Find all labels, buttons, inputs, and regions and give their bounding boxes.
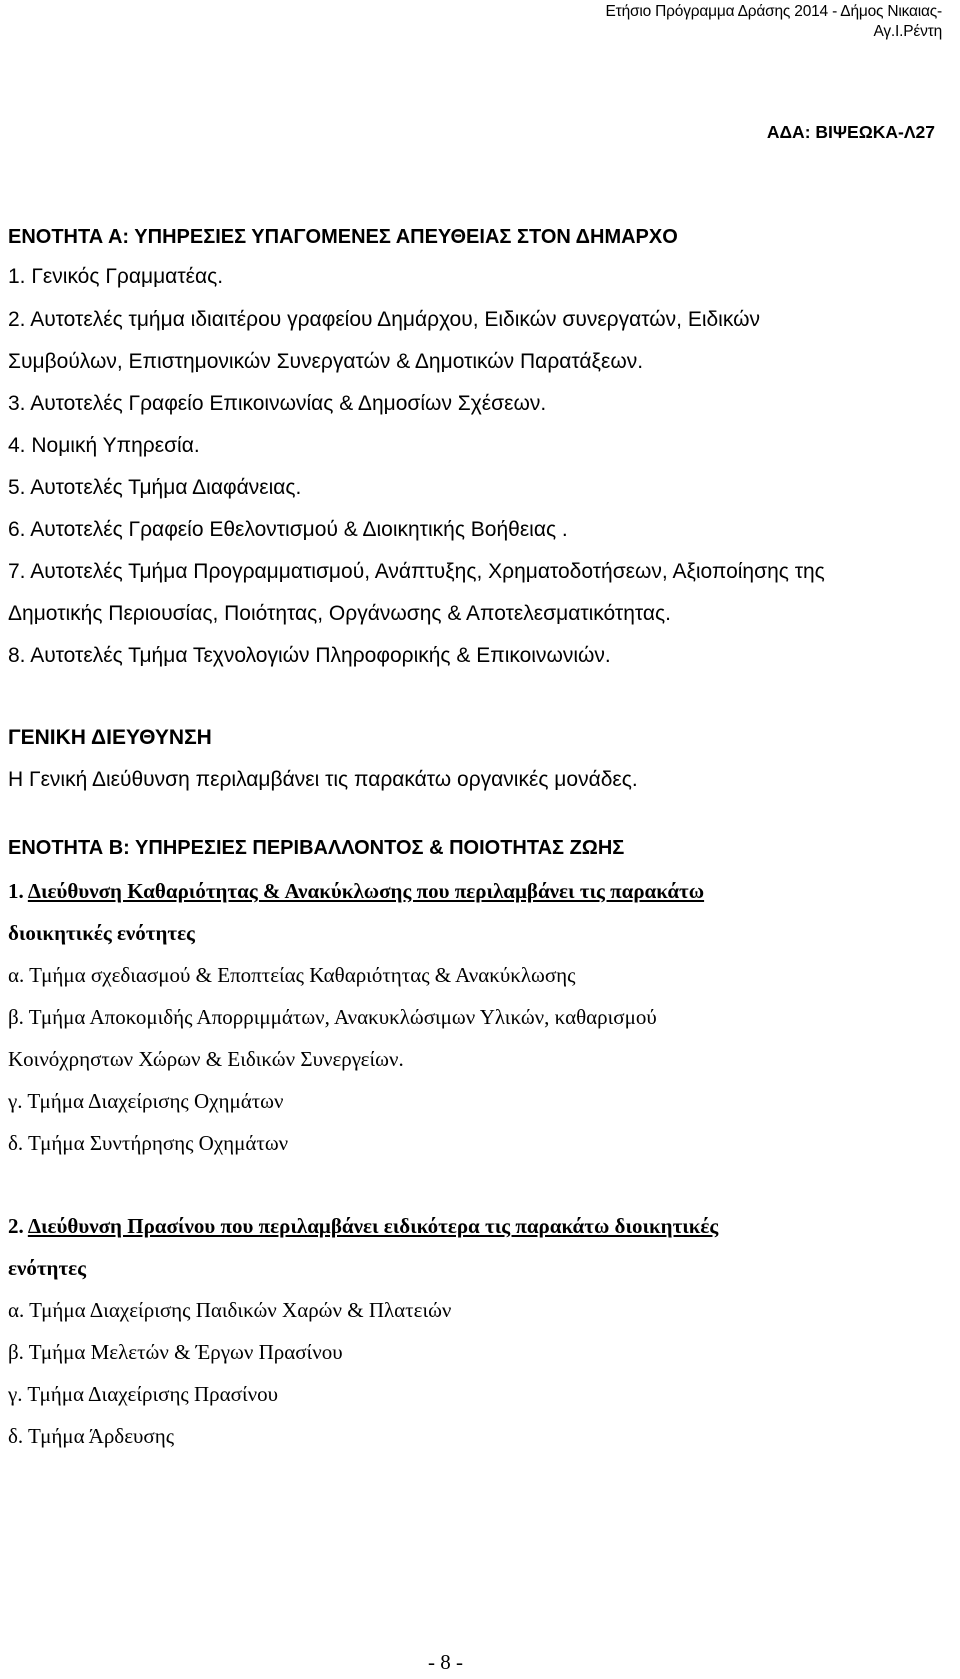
header-line-2: Αγ.Ι.Ρέντη: [873, 23, 942, 40]
section-a-item-2: 2. Αυτοτελές τμήμα ιδιαιτέρου γραφείου Δημάρχου, Ειδικών συνεργατών, Ειδικών: [8, 308, 760, 331]
section-b-title: ΕΝΟΤΗΤΑ Β: ΥΠΗΡΕΣΙΕΣ ΠΕΡΙΒΑΛΛΟΝΤΟΣ & ΠΟΙΟΤΗΤΑΣ ΖΩΗΣ: [8, 837, 625, 859]
section-a-item-1: 1. Γενικός Γραμματέας.: [8, 265, 224, 288]
section-a-item-7: 7. Αυτοτελές Τμήμα Προγραμματισμού, Ανάπτυξης, Χρηματοδοτήσεων, Αξιοποίησης της: [8, 560, 825, 583]
directorate-1-number: 1.: [8, 879, 28, 903]
section-a-title: ΕΝΟΤΗΤΑ Α: ΥΠΗΡΕΣΙΕΣ ΥΠΑΓΟΜΕΝΕΣ ΑΠΕΥΘΕΙΑΣ ΣΤΟΝ ΔΗΜΑΡΧΟ: [8, 226, 678, 248]
section-a-item-8: 8. Αυτοτελές Τμήμα Τεχνολογιών Πληροφορικής & Επικοινωνιών.: [8, 644, 611, 667]
directorate-1-title: Διεύθυνση Καθαριότητας & Ανακύκλωσης που περιλαμβάνει τις παρακάτω: [27, 879, 705, 903]
section-a-item-5: 5. Αυτοτελές Τμήμα Διαφάνειας.: [8, 476, 302, 499]
section-a-item-6: 6. Αυτοτελές Γραφείο Εθελοντισμού & Διοικητικής Βοήθειας .: [8, 518, 568, 541]
directorate-1-unit-d: δ. Τμήμα Συντήρησης Οχημάτων: [8, 1131, 289, 1155]
directorate-1-heading-cont: διοικητικές ενότητες: [8, 921, 195, 945]
directorate-2-number: 2.: [8, 1214, 28, 1238]
directorate-2-unit-b: β. Τμήμα Μελετών & Έργων Πρασίνου: [8, 1340, 343, 1364]
page-number: - 8 -: [428, 1650, 463, 1674]
running-header: [606, 2, 942, 42]
header-line-1: Ετήσιο Πρόγραμμα Δράσης 2014 - Δήμος Νικαιας-: [605, 3, 942, 20]
section-a-item-7-cont: Δημοτικής Περιουσίας, Ποιότητας, Οργάνωσης & Αποτελεσματικότητας.: [8, 602, 671, 625]
directorate-2-unit-a: α. Τμήμα Διαχείρισης Παιδικών Χαρών & Πλατειών: [8, 1298, 452, 1322]
directorate-1-unit-b: β. Τμήμα Αποκομιδής Απορριμμάτων, Ανακυκλώσιμων Υλικών, καθαρισμού: [8, 1005, 657, 1029]
directorate-1-heading: [8, 878, 704, 904]
section-a-item-4: 4. Νομική Υπηρεσία.: [8, 434, 200, 457]
directorate-1-unit-b-cont: Κοινόχρηστων Χώρων & Ειδικών Συνεργείων.: [8, 1047, 404, 1071]
directorate-2-unit-d: δ. Τμήμα Άρδευσης: [8, 1424, 175, 1448]
general-directorate-text: Η Γενική Διεύθυνση περιλαμβάνει τις παρακάτω οργανικές μονάδες.: [8, 768, 638, 791]
directorate-2-title: Διεύθυνση Πρασίνου που περιλαμβάνει ειδικότερα τις παρακάτω διοικητικές: [27, 1214, 719, 1238]
directorate-1-unit-a: α. Τμήμα σχεδιασμού & Εποπτείας Καθαριότητας & Ανακύκλωσης: [8, 963, 576, 987]
directorate-2-heading: [8, 1213, 718, 1239]
ada-code: ΑΔΑ: ΒΙΨΕΩΚΑ-Λ27: [766, 122, 935, 142]
directorate-1-unit-c: γ. Τμήμα Διαχείρισης Οχημάτων: [8, 1089, 284, 1113]
directorate-2-heading-cont: ενότητες: [8, 1256, 86, 1280]
general-directorate-title: ΓΕΝΙΚΗ ΔΙΕΥΘΥΝΣΗ: [8, 726, 212, 749]
section-a-item-2-cont: Συμβούλων, Επιστημονικών Συνεργατών & Δημοτικών Παρατάξεων.: [8, 350, 644, 373]
section-a-item-3: 3. Αυτοτελές Γραφείο Επικοινωνίας & Δημοσίων Σχέσεων.: [8, 392, 547, 415]
directorate-2-unit-c: γ. Τμήμα Διαχείρισης Πρασίνου: [8, 1382, 278, 1406]
